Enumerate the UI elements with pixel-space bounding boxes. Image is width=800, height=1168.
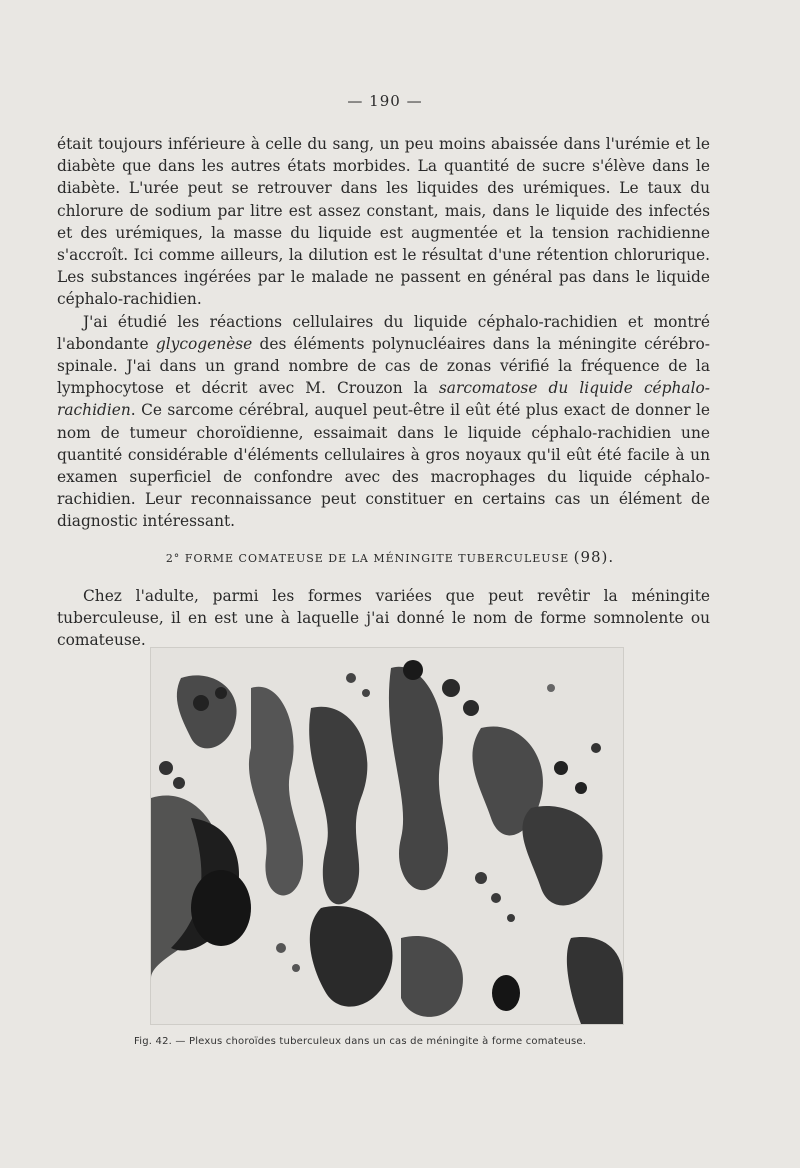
- paragraph-2-part2: des éléments polynucléaires dans la méningite cérébro-spinale. J'ai dans un grand nombre de cas de zonas vérifié la fréquence de la lymphocytose et décrit avec M. Crouzon la: [57, 334, 710, 398]
- main-text: [57, 133, 710, 533]
- paragraph-2: [57, 311, 710, 533]
- section-text: [57, 585, 710, 652]
- micrograph-figure: [150, 647, 624, 1025]
- figure-caption: Fig. 42. — Plexus choroïdes tuberculeux dans un cas de méningite à forme comateuse.: [134, 1036, 587, 1047]
- section-prefix: 2°: [165, 552, 181, 565]
- paragraph-2-emphasis-1: glycogenèse: [155, 334, 253, 353]
- paragraph-2-emphasis-2: sarcomatose du liquide céphalo-rachidien: [57, 379, 710, 420]
- micrograph-image: [151, 648, 623, 1024]
- paragraph-1: était toujours inférieure à celle du sang, un peu moins abaissée dans l'urémie et le diabète que dans les autres états morbides. La quantité de sucre s'élève dans le diabète. L'urée peut se retrouver dans les liquides des urémiques. Le taux du chlorure de sodium par litre est assez constant, mais, dans le liquide des infectés et des urémiques, la masse du liquide est augmentée et la tension rachidienne s'accroît. Ici comme ailleurs, la dilution est le résultat d'une rétention chlorurique. Les substances ingérées par le malade ne passent en général pas dans le liquide céphalo-rachidien.: [57, 135, 710, 309]
- section-reference: (98).: [573, 548, 615, 566]
- page-number: — 190 —: [347, 92, 423, 110]
- paragraph-3: Chez l'adulte, parmi les formes variées que peut revêtir la méningite tuberculeuse, il en est une à laquelle j'ai donné le nom de forme somnolente ou comateuse.: [57, 587, 710, 650]
- section-heading: [0, 548, 780, 566]
- section-title: FORME COMATEUSE DE LA MÉNINGITE TUBERCULEUSE: [184, 552, 570, 565]
- paragraph-2-part1: J'ai étudié les réactions cellulaires du liquide céphalo-rachidien et montré l'abondante: [57, 312, 710, 353]
- paragraph-2-part3: . Ce sarcome cérébral, auquel peut-être il eût été plus exact de donner le nom de tumeur choroïdienne, essaimait dans le liquide céphalo-rachidien une quantité considérable d'éléments cellulaires à gros noyaux qu'il eût été facile à un examen superficiel de confondre avec des macrophages du liquide céphalo-rachidien. Leur reconnaissance peut constituer en certains cas un élément de diagnostic intéressant.: [57, 401, 710, 531]
